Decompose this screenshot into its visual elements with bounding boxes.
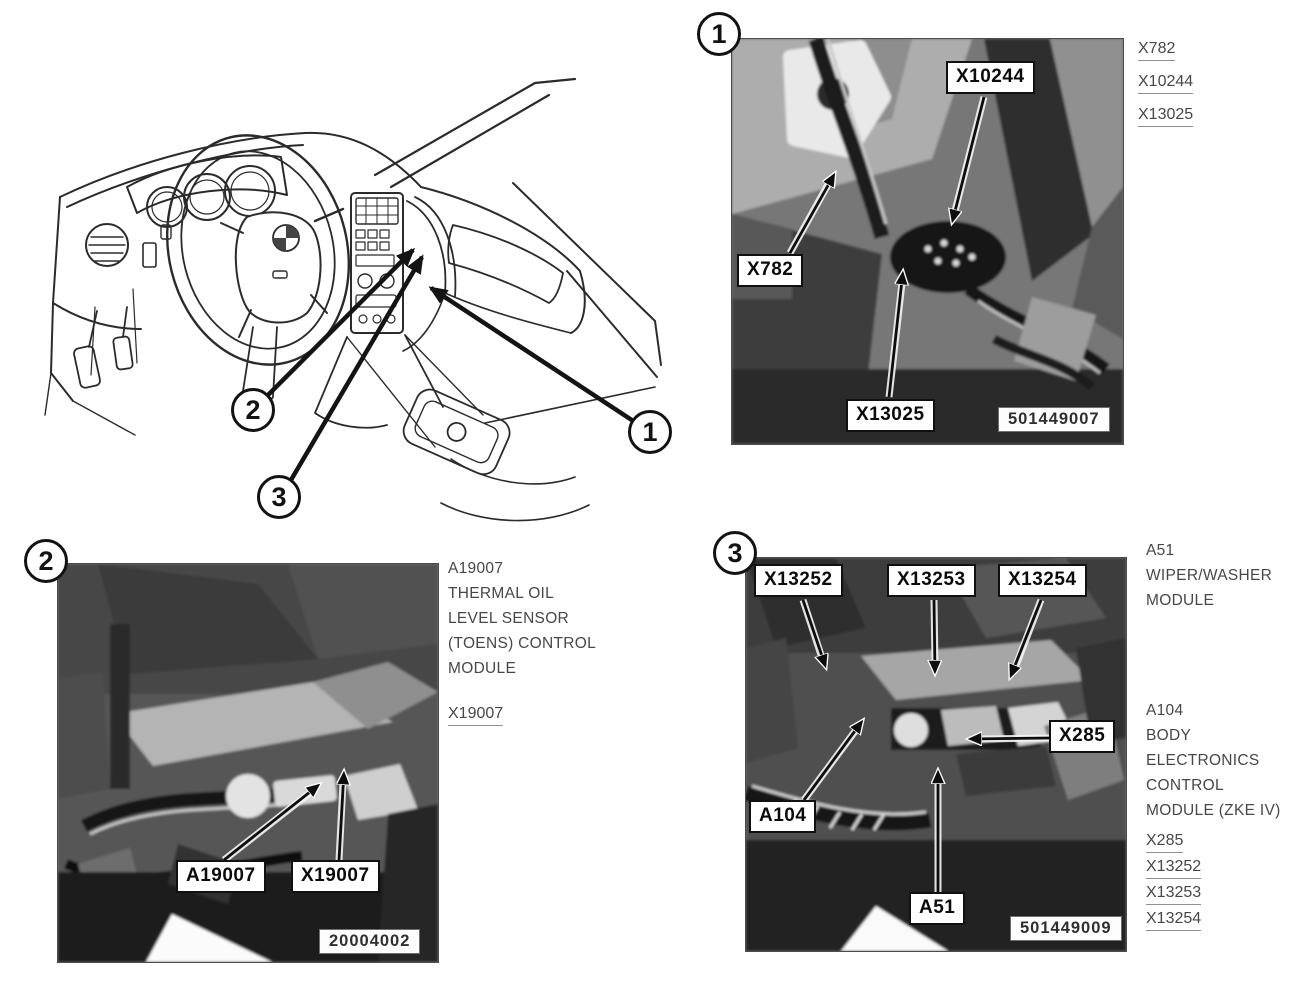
list-item: [1138, 40, 1193, 61]
connector-ref-x13253: X13253: [1146, 884, 1201, 905]
note-line: A51: [1146, 542, 1175, 559]
panel3-connector-list: [1146, 832, 1201, 936]
panel1-pointer-arrows: [732, 39, 1123, 444]
note-line: (TOENS) CONTROL: [448, 635, 597, 652]
connector-label-x10244: X10244: [946, 61, 1035, 94]
list-item: [448, 705, 503, 726]
panel2-pointer-arrows: [58, 564, 438, 962]
overview-callout-3-number: 3: [271, 481, 287, 512]
note-line: MODULE: [448, 660, 517, 677]
panel3-callout-number: 3: [727, 537, 743, 568]
dashboard-sketch: [45, 79, 661, 521]
connector-label-x13254: X13254: [998, 564, 1087, 597]
note-line: ELECTRONICS: [1146, 752, 1260, 769]
panel1-callout-number: 1: [711, 18, 727, 49]
panel3-photo-id: 501449009: [1010, 916, 1122, 941]
component-label-a51: A51: [909, 892, 965, 925]
note-line: THERMAL OIL: [448, 585, 555, 602]
connector-ref-x19007: X19007: [448, 705, 503, 726]
note-line: BODY: [1146, 727, 1192, 744]
panel3-a51-note: [1146, 538, 1272, 613]
connector-label-x19007: X19007: [291, 860, 380, 893]
panel2-callout-number: 2: [38, 545, 54, 576]
overview-callout-2: [231, 388, 275, 432]
panel1-photo-id: 501449007: [998, 407, 1110, 432]
note-line: CONTROL: [1146, 777, 1224, 794]
component-label-a104: A104: [749, 800, 816, 833]
connector-label-x285: X285: [1049, 720, 1115, 753]
overview-callout-3: [257, 475, 301, 519]
panel3-photo: [745, 557, 1127, 952]
panel1-callout: [697, 12, 741, 56]
dashboard-line-drawing: [15, 75, 665, 525]
note-line: MODULE: [1146, 592, 1215, 609]
connector-label-x13253: X13253: [887, 564, 976, 597]
component-label-a19007: A19007: [176, 860, 266, 893]
list-item: [1146, 858, 1201, 879]
panel3-a104-note: [1146, 698, 1281, 823]
list-item: [1146, 884, 1201, 905]
note-line: WIPER/WASHER: [1146, 567, 1273, 584]
overview-callout-2-number: 2: [245, 394, 261, 425]
panel1-connector-list: [1138, 40, 1193, 139]
panel2-connector-list: [448, 705, 503, 738]
overview-callout-1-number: 1: [642, 416, 658, 447]
connector-ref-x13025: X13025: [1138, 106, 1193, 127]
panel3-callout: [713, 531, 757, 575]
connector-ref-x13254: X13254: [1146, 910, 1201, 931]
connector-ref-x285: X285: [1146, 832, 1183, 853]
list-item: [1138, 106, 1193, 127]
note-line: A104: [1146, 702, 1184, 719]
connector-label-x13252: X13252: [754, 564, 843, 597]
connector-label-x782: X782: [737, 254, 803, 287]
panel1-photo: [731, 38, 1124, 445]
list-item: [1146, 832, 1201, 853]
panel2-callout: [24, 539, 68, 583]
note-line: MODULE (ZKE IV): [1146, 802, 1281, 819]
list-item: [1138, 73, 1193, 94]
panel2-photo: [57, 563, 439, 963]
list-item: [1146, 910, 1201, 931]
connector-ref-x782: X782: [1138, 40, 1175, 61]
note-line: LEVEL SENSOR: [448, 610, 570, 627]
note-line: A19007: [448, 560, 504, 577]
connector-ref-x13252: X13252: [1146, 858, 1201, 879]
overview-callout-1: [628, 410, 672, 454]
connector-ref-x10244: X10244: [1138, 73, 1193, 94]
panel2-component-note: [448, 556, 596, 681]
connector-label-x13025: X13025: [846, 399, 935, 432]
panel2-photo-id: 20004002: [319, 929, 420, 954]
